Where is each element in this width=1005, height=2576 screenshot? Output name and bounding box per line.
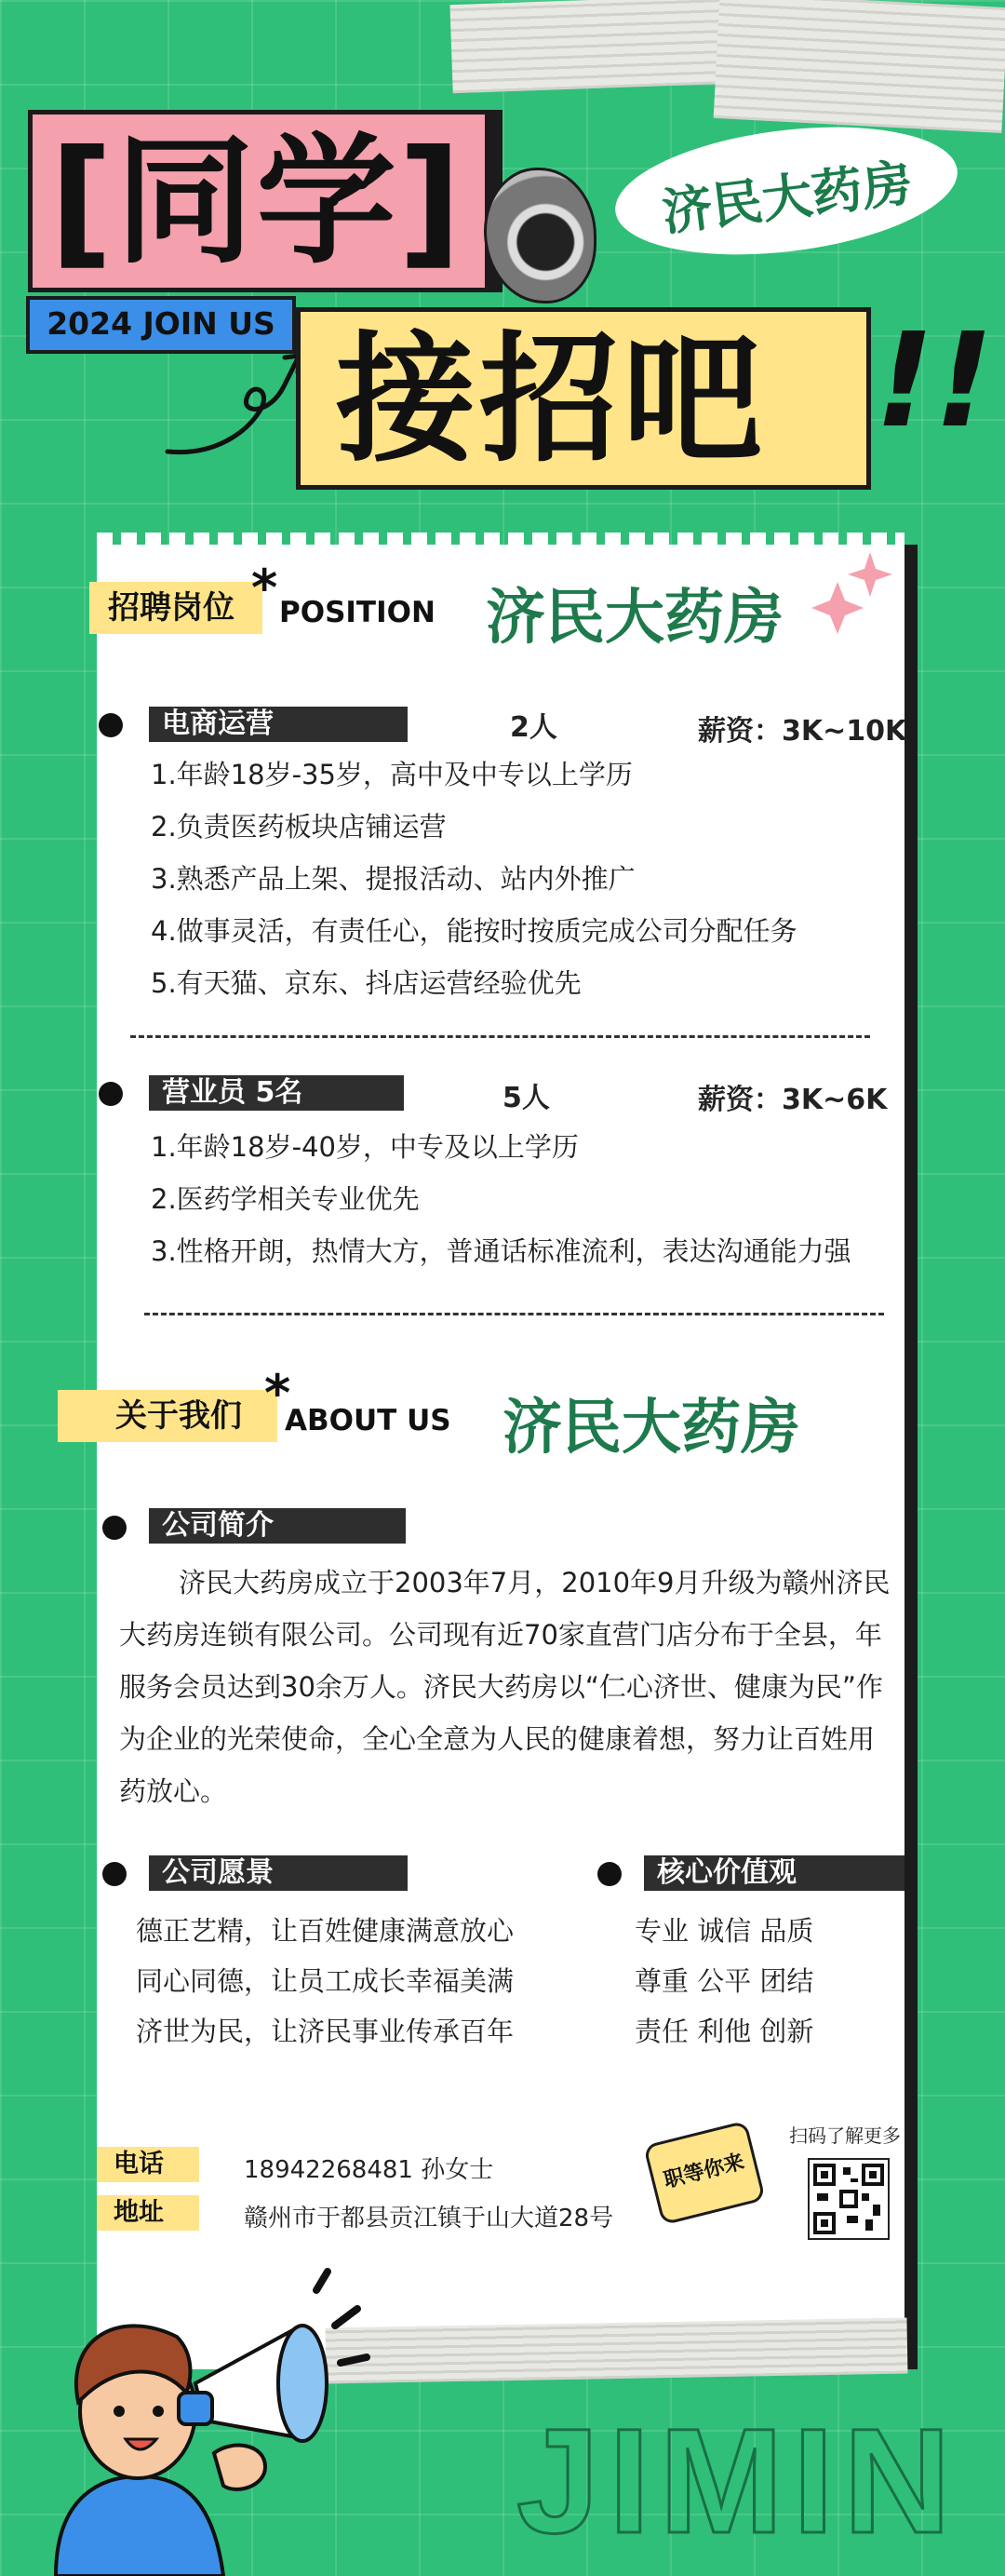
curly-arrow-icon	[158, 344, 307, 465]
newspaper-scrap-bottom	[326, 2318, 908, 2384]
position-brand: 济民大药房	[486, 584, 784, 653]
intro-bullet	[102, 1516, 127, 1540]
job-requirement: 2.负责医药板块店铺运营	[151, 811, 447, 843]
job-requirement: 5.有天猫、京东、抖店运营经验优先	[151, 967, 582, 999]
values-line: 责任 利他 创新	[635, 2016, 814, 2047]
address-value: 赣州市于都县贡江镇于山大道28号	[244, 2205, 614, 2232]
company-intro: 济民大药房成立于2003年7月，2010年9月升级为赣州济民大药房连锁有限公司。公司现有近70家直营门店分布于全县，年服务会员达到30余万人。济民大药房以“仁心济世、健康为民”作为企业的光荣使命，全心全意为人民的健康着想，努力让百姓用药放心。	[119, 1567, 891, 1807]
exclaim-marks: !!	[875, 305, 994, 457]
job-bullet	[99, 713, 123, 737]
position-english-label: POSITION	[279, 596, 436, 629]
position-section-label: 招聘岗位	[89, 582, 262, 634]
recruit-title-box	[296, 307, 871, 490]
about-section-label: 关于我们	[58, 1390, 277, 1442]
job-bullet	[99, 1082, 123, 1106]
vision-title-bar: 公司愿景	[149, 1855, 408, 1891]
main-title-tag	[28, 110, 489, 292]
phone-label: 电话	[97, 2147, 199, 2182]
job-requirement: 2.医药学相关专业优先	[151, 1183, 420, 1215]
shouting-mouth-icon	[484, 168, 596, 303]
recruit-title: 接招吧	[336, 319, 767, 481]
job-requirement: 3.熟悉产品上架、提报活动、站内外推广	[151, 863, 636, 895]
vision-line: 德正艺精，让百姓健康满意放心	[136, 1915, 515, 1947]
qr-code-icon[interactable]	[808, 2158, 890, 2240]
job-requirement: 1.年龄18岁-35岁，高中及中专以上学历	[151, 759, 633, 790]
about-brand: 济民大药房	[502, 1394, 800, 1463]
brand-oval-text: 济民大药房	[659, 153, 916, 243]
footer-logo: JIMIN	[516, 2397, 960, 2564]
vision-line: 同心同德，让员工成长幸福美满	[136, 1965, 515, 1997]
phone-value[interactable]: 18942268481 孙女士	[244, 2156, 494, 2184]
qr-caption: 扫码了解更多	[789, 2124, 901, 2147]
vision-bullet	[102, 1862, 127, 1886]
divider	[130, 1035, 870, 1038]
position-asterisk: *	[251, 559, 278, 617]
about-english-label: ABOUT US	[285, 1404, 451, 1437]
address-label: 地址	[97, 2195, 199, 2231]
job-requirement: 1.年龄18岁-40岁，中专及以上学历	[151, 1131, 579, 1163]
job-headcount: 2人	[510, 711, 557, 744]
hiring-badge-text: 职等你来	[661, 2150, 747, 2193]
job-title-bar: 电商运营	[149, 707, 408, 742]
intro-title-bar: 公司简介	[149, 1508, 406, 1544]
values-title-bar: 核心价值观	[644, 1855, 904, 1891]
job-salary: 薪资：3K~10K	[698, 715, 907, 748]
sparkle-icon	[810, 545, 903, 638]
values-line: 专业 诚信 品质	[635, 1915, 814, 1947]
newspaper-scrap-top	[449, 0, 731, 93]
values-bullet	[597, 1862, 622, 1886]
megaphone-person-icon	[0, 2253, 391, 2576]
vision-line: 济世为民，让济民事业传承百年	[136, 2016, 515, 2047]
main-title: [同学]	[49, 121, 464, 283]
values-line: 尊重 公平 团结	[635, 1965, 814, 1997]
job-headcount: 5人	[502, 1082, 550, 1114]
job-requirement: 3.性格开朗，热情大方，普通话标准流利，表达沟通能力强	[151, 1235, 851, 1267]
brand-oval	[608, 110, 964, 272]
job-salary: 薪资：3K~6K	[698, 1084, 888, 1116]
about-asterisk: *	[264, 1364, 291, 1423]
newspaper-scrap-top-right	[714, 0, 1005, 133]
join-us-text: 2024 JOIN US	[47, 305, 275, 342]
job-requirement: 4.做事灵活，有责任心，能按时按质完成公司分配任务	[151, 915, 797, 947]
divider	[144, 1313, 884, 1315]
job-title-bar: 营业员 5名	[149, 1075, 404, 1111]
